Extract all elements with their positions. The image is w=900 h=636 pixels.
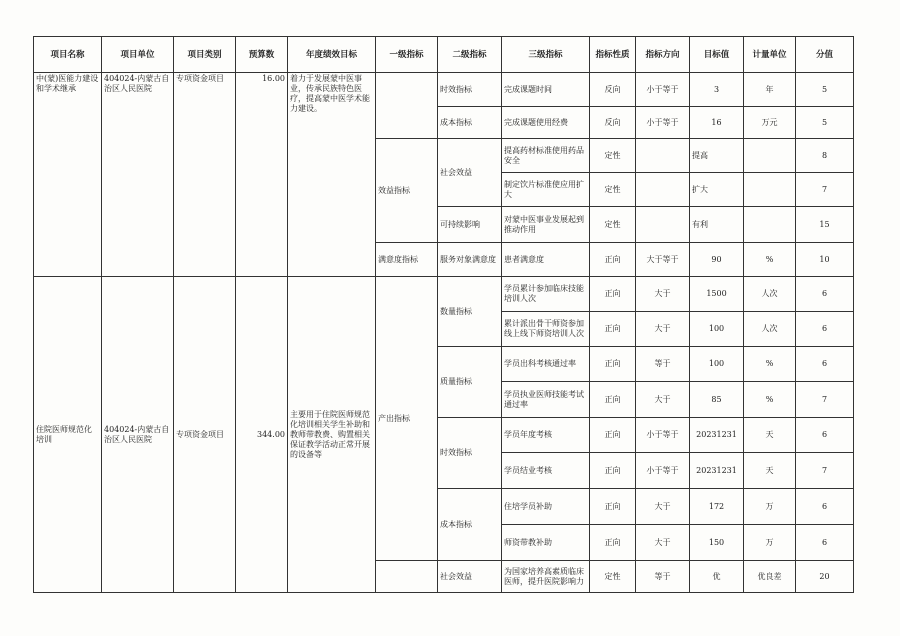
direction-cell: 大于 <box>636 277 690 312</box>
target-cell: 20231231 <box>690 453 744 489</box>
header-cell: 项目名称 <box>34 37 102 73</box>
nature-cell: 正向 <box>590 347 636 382</box>
nature-cell: 正向 <box>590 277 636 312</box>
score-cell: 20 <box>796 561 854 593</box>
score-cell: 8 <box>796 139 854 173</box>
l2-cell: 社会效益 <box>438 139 502 207</box>
direction-cell <box>636 173 690 207</box>
l3-cell: 为国家培养高素质临床医师，提升医院影响力 <box>502 561 590 593</box>
nature-cell: 定性 <box>590 561 636 593</box>
l2-cell: 可持续影响 <box>438 207 502 243</box>
direction-cell: 小于等于 <box>636 453 690 489</box>
target-cell: 优 <box>690 561 744 593</box>
target-cell: 1500 <box>690 277 744 312</box>
header-cell: 项目单位 <box>102 37 174 73</box>
score-cell: 6 <box>796 489 854 525</box>
score-cell: 5 <box>796 107 854 139</box>
direction-cell: 小于等于 <box>636 73 690 107</box>
nature-cell: 正向 <box>590 453 636 489</box>
nature-cell: 正向 <box>590 312 636 347</box>
target-cell: 有利 <box>690 207 744 243</box>
project-unit: 404024-内蒙古自治区人民医院 <box>102 277 174 593</box>
l3-cell: 住培学员补助 <box>502 489 590 525</box>
unit-cell: 万 <box>744 525 796 561</box>
l3-cell: 学员累计参加临床技能培训人次 <box>502 277 590 312</box>
score-cell: 10 <box>796 243 854 277</box>
direction-cell: 等于 <box>636 347 690 382</box>
nature-cell: 反向 <box>590 73 636 107</box>
unit-cell: % <box>744 382 796 418</box>
direction-cell: 大于 <box>636 489 690 525</box>
target-cell: 85 <box>690 382 744 418</box>
direction-cell <box>636 207 690 243</box>
l2-cell: 成本指标 <box>438 107 502 139</box>
score-cell: 7 <box>796 173 854 207</box>
nature-cell: 正向 <box>590 489 636 525</box>
performance-table <box>33 36 854 593</box>
project-goal: 着力于发展蒙中医事业，传承民族特色医疗，提高蒙中医学术能力建设。 <box>288 73 376 277</box>
header-cell: 年度绩效目标 <box>288 37 376 73</box>
target-cell: 20231231 <box>690 418 744 453</box>
target-cell: 172 <box>690 489 744 525</box>
l2-cell: 数量指标 <box>438 277 502 347</box>
header-cell: 一级指标 <box>376 37 438 73</box>
l1-cell-empty <box>376 561 438 593</box>
unit-cell: 优良差 <box>744 561 796 593</box>
direction-cell: 大于等于 <box>636 243 690 277</box>
project-name: 住院医师规范化培训 <box>34 277 102 593</box>
unit-cell <box>744 207 796 243</box>
direction-cell: 大于 <box>636 382 690 418</box>
l3-cell: 对蒙中医事业发展起到推动作用 <box>502 207 590 243</box>
unit-cell: 天 <box>744 418 796 453</box>
l2-cell: 社会效益 <box>438 561 502 593</box>
score-cell: 7 <box>796 453 854 489</box>
header-cell: 计量单位 <box>744 37 796 73</box>
l2-cell: 时效指标 <box>438 418 502 489</box>
l1-cell: 效益指标 <box>376 139 438 243</box>
score-cell: 6 <box>796 312 854 347</box>
project-budget: 344.00 <box>236 277 288 593</box>
l2-cell: 时效指标 <box>438 73 502 107</box>
l3-cell: 学员年度考核 <box>502 418 590 453</box>
unit-cell: 年 <box>744 73 796 107</box>
l3-cell: 制定饮片标准使应用扩大 <box>502 173 590 207</box>
target-cell: 100 <box>690 312 744 347</box>
score-cell: 6 <box>796 347 854 382</box>
l1-cell: 产出指标 <box>376 277 438 561</box>
l3-cell: 学员执业医师技能考试通过率 <box>502 382 590 418</box>
direction-cell: 大于 <box>636 525 690 561</box>
l2-cell: 成本指标 <box>438 489 502 561</box>
header-cell: 分值 <box>796 37 854 73</box>
direction-cell: 小于等于 <box>636 107 690 139</box>
nature-cell: 正向 <box>590 418 636 453</box>
l2-cell: 质量指标 <box>438 347 502 418</box>
header-cell: 三级指标 <box>502 37 590 73</box>
unit-cell: % <box>744 347 796 382</box>
target-cell: 16 <box>690 107 744 139</box>
project-name: 中(蒙)医能力建设和学术继承 <box>34 73 102 277</box>
nature-cell: 定性 <box>590 173 636 207</box>
header-row <box>34 37 854 73</box>
l3-cell: 师资带教补助 <box>502 525 590 561</box>
header-cell: 指标方向 <box>636 37 690 73</box>
l3-cell: 完成课题使用经费 <box>502 107 590 139</box>
l3-cell: 提高药材标准使用药品安全 <box>502 139 590 173</box>
score-cell: 6 <box>796 277 854 312</box>
target-cell: 100 <box>690 347 744 382</box>
unit-cell: % <box>744 243 796 277</box>
target-cell: 90 <box>690 243 744 277</box>
project-goal: 主要用于住院医师规范化培训相关学生补助和教师带教费、购置相关保证教学活动正常开展的设备等 <box>288 277 376 593</box>
project-budget: 16.00 <box>236 73 288 277</box>
l3-cell: 累计派出骨干师资参加线上线下师资培训人次 <box>502 312 590 347</box>
l3-cell: 完成课题时间 <box>502 73 590 107</box>
header-cell: 指标性质 <box>590 37 636 73</box>
nature-cell: 定性 <box>590 207 636 243</box>
direction-cell: 大于 <box>636 312 690 347</box>
l3-cell: 学员出科考核通过率 <box>502 347 590 382</box>
direction-cell: 等于 <box>636 561 690 593</box>
score-cell: 6 <box>796 525 854 561</box>
project-category: 专项资金项目 <box>174 73 236 277</box>
nature-cell: 反向 <box>590 107 636 139</box>
score-cell: 15 <box>796 207 854 243</box>
nature-cell: 正向 <box>590 382 636 418</box>
header-cell: 预算数 <box>236 37 288 73</box>
header-cell: 项目类别 <box>174 37 236 73</box>
unit-cell: 万 <box>744 489 796 525</box>
unit-cell: 天 <box>744 453 796 489</box>
score-cell: 5 <box>796 73 854 107</box>
l2-cell: 服务对象满意度 <box>438 243 502 277</box>
nature-cell: 正向 <box>590 243 636 277</box>
nature-cell: 正向 <box>590 525 636 561</box>
table-row <box>34 73 854 107</box>
score-cell: 7 <box>796 382 854 418</box>
target-cell: 150 <box>690 525 744 561</box>
unit-cell: 人次 <box>744 277 796 312</box>
direction-cell <box>636 139 690 173</box>
unit-cell <box>744 139 796 173</box>
header-cell: 目标值 <box>690 37 744 73</box>
l3-cell: 学员结业考核 <box>502 453 590 489</box>
project-unit: 404024-内蒙古自治区人民医院 <box>102 73 174 277</box>
nature-cell: 定性 <box>590 139 636 173</box>
project-category: 专项资金项目 <box>174 277 236 593</box>
score-cell: 6 <box>796 418 854 453</box>
l1-cell: 满意度指标 <box>376 243 438 277</box>
target-cell: 提高 <box>690 139 744 173</box>
l1-cell-empty <box>376 73 438 139</box>
direction-cell: 小于等于 <box>636 418 690 453</box>
unit-cell: 人次 <box>744 312 796 347</box>
target-cell: 扩大 <box>690 173 744 207</box>
target-cell: 3 <box>690 73 744 107</box>
unit-cell <box>744 173 796 207</box>
l3-cell: 患者满意度 <box>502 243 590 277</box>
unit-cell: 万元 <box>744 107 796 139</box>
header-cell: 二级指标 <box>438 37 502 73</box>
table-row <box>34 277 854 312</box>
